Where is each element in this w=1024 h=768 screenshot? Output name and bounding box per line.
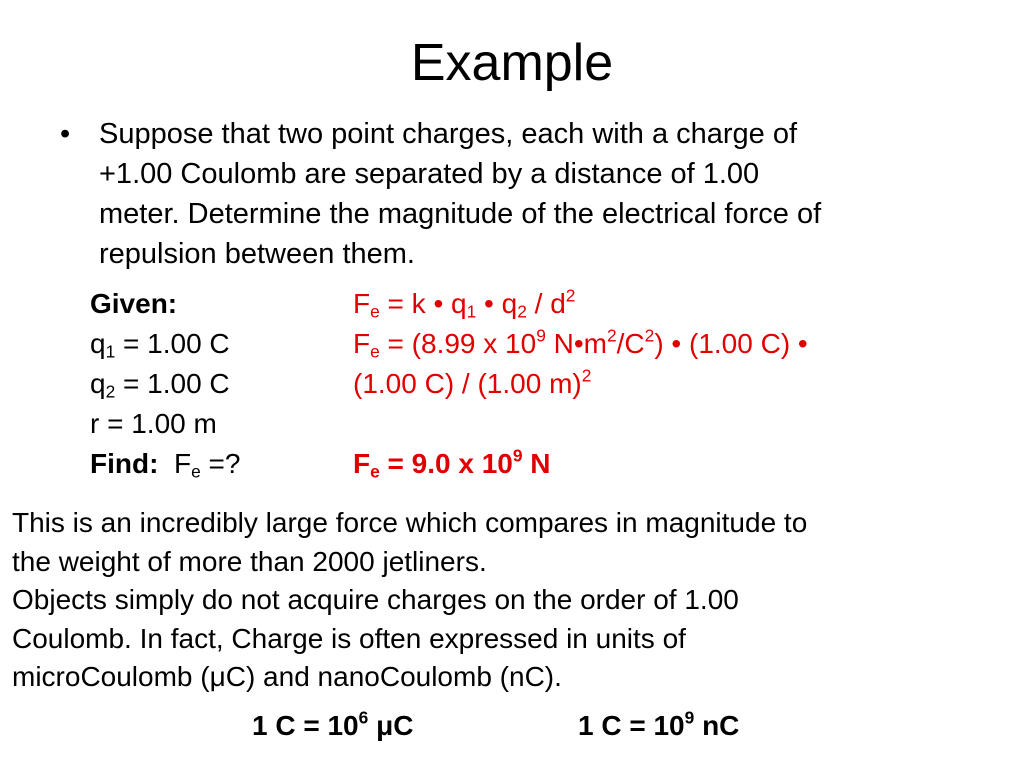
problem-statement <box>99 114 979 274</box>
given-heading: Given: <box>90 288 178 319</box>
substitution-line-2: (1.00 C) / (1.00 m)$^2$ <box>353 365 592 399</box>
problem-line: repulsion between them. <box>99 238 415 270</box>
given-q1: $q_1 = 1.00$ C <box>90 328 230 362</box>
bullet-marker: • <box>60 118 71 150</box>
paragraph-line: This is an incredibly large force which compares in magnitude to <box>12 507 808 538</box>
given-q2: $q_2 = 1.00$ C <box>90 368 230 402</box>
solution-block <box>353 284 808 484</box>
paragraph-line: Objects simply do not acquire charges on the order of 1.00 <box>12 584 739 615</box>
nano-conversion: 1 $C = 10^9$ nC <box>578 707 740 741</box>
problem-line: +1.00 Coulomb are separated by a distance of 1.00 <box>99 158 760 190</box>
paragraph-line: the weight of more than 2000 jetliners. <box>12 545 487 577</box>
answer-line: $F_e = 9.0$ x $10^9$ N <box>353 445 551 482</box>
problem-line: meter. Determine the magnitude of the electrical force of <box>99 198 822 230</box>
micro-conversion: 1 $C = 10^6$ μC <box>252 707 414 741</box>
given-r: r = 1.00 m <box>90 408 217 439</box>
explanation-paragraph <box>12 504 1012 697</box>
problem-line: Suppose that two point charges, each with a charge of <box>99 118 798 150</box>
substitution-line: $F_e = (8.99$ x $10^9$ $N•m^2/C^2$) • (1.00 C) • <box>353 325 808 362</box>
slide-title: Example <box>410 34 614 92</box>
paragraph-line: microCoulomb (μC) and nanoCoulomb (nC). <box>12 661 562 692</box>
given-block <box>90 284 240 484</box>
paragraph-line: Coulomb. In fact, Charge is often expressed in units of <box>12 622 686 654</box>
formula-line: $F_e = k$ • $q_1$ • $q_2 / d^2$ <box>353 285 576 322</box>
find-line: Find: $F_e$ =? <box>90 448 241 482</box>
